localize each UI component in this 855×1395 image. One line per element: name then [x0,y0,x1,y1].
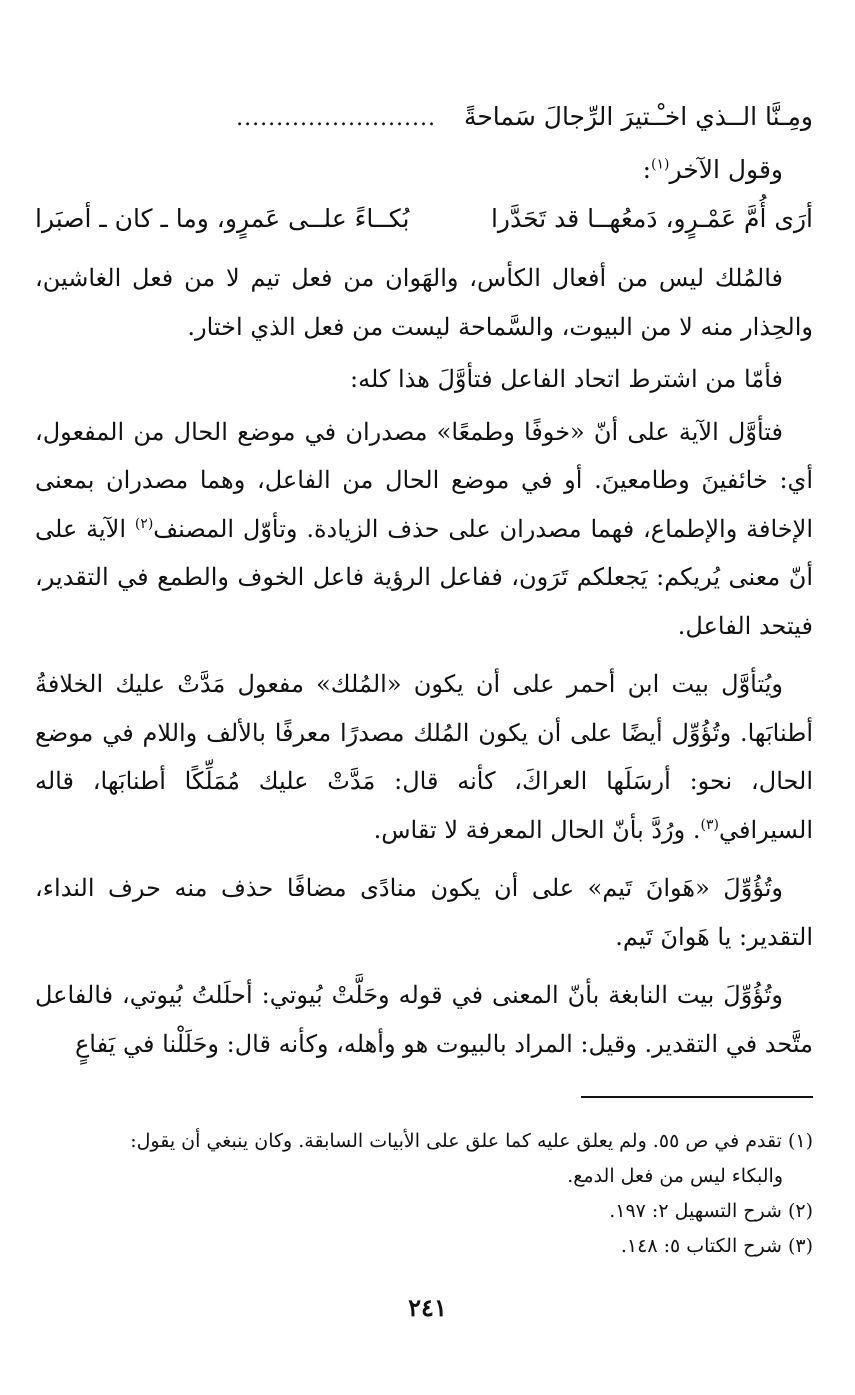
footnote-1-text: تقدم في ص ٥٥. ولم يعلق عليه كما علق على الأبيات السابقة. وكان ينبغي أن يقول: [130,1130,782,1152]
paragraph-3-part-1: فتأوَّل الآية على أنّ «خوفًا وطمعًا» مصدران في موضع الحال من المفعول، أي: خائفينَ وطامعينَ. أو في موضع الحال من الفاعل، وهما مصدران بمعنى الإخافة والإطماع، فهما مصدران على حذف الزيادة. وتأوّل المصنف [35,417,813,543]
verse-line-1 [35,92,813,144]
footnote-1-number: (١) [787,1130,813,1152]
paragraph-4-part-2: . ورُدَّ بأنّ الحال المعرفة لا تقاس. [373,815,701,844]
verse-line-2 [35,194,813,244]
paragraph-4 [35,660,813,854]
paragraph-1: فالمُلك ليس من أفعال الكأس، والهَوان من فعل تيم لا من فعل الغاشين، والحِذار منه لا من البيوت، والسَّماحة ليست من فعل الذي اختار. [35,264,813,341]
paragraph-3 [35,408,813,651]
verse-1-hemistich-right: ومِـنَّا الــذي اخـْـتيرَ الرِّجالَ سَماحةً [463,102,813,131]
verse-2-hemistich-left: بُكــاءً علــى عَمرٍو، وما ـ كان ـ أصبَرا [35,204,410,233]
footnote-separator [581,1096,813,1098]
verse-2-hemistich-right: أرَى أُمَّ عَمْـرٍو، دَمعُهــا قد تَحَدَّرا [490,204,813,233]
footnote-3 [35,1229,813,1264]
paragraph-5: وتُؤُوِّلَ «هَوانَ تَيم» على أن يكون منادًى مضافًا حذف منه حرف النداء، التقدير: يا هَوانَ تَيم. [35,874,813,951]
main-text [35,92,813,1068]
footnote-ref-1[interactable]: (١) [651,156,670,173]
paragraph-4-part-1: ويُتأوَّل بيت ابن أحمر على أن يكون «المُلك» مفعول مَدَّتْ عليك الخلافةُ أطنابَها. وتُؤُوِّل أيضًا على أن يكون المُلك مصدرًا معرفًا بالألف واللام في موضع الحال، نحو: أرسَلَها العراكَ، كأنه قال: مَدَّتْ عليك مُمَلِّكًا أطنابَها، قاله السيرافي [35,670,813,844]
footnote-1-continuation: والبكاء ليس من فعل الدمع. [567,1165,783,1187]
footnote-3-text: شرح الكتاب ٥: ١٤٨. [620,1235,782,1257]
footnote-ref-2[interactable]: (٢) [134,515,154,532]
paragraph-2: فأمّا من اشترط اتحاد الفاعل فتأوَّلَ هذا كله: [349,365,783,393]
footnote-3-number: (٣) [787,1235,813,1257]
paragraph-6: وتُؤُوِّلَ بيت النابغة بأنّ المعنى في قوله وحَلَّتْ بُيوتي: أحلَلتُ بُيوتي، فالفاعل متَّحد في التقدير. وقيل: المراد بالبيوت هو وأهله، وكأنه قال: وحَلَلْنا في يَفاعٍ [35,981,813,1058]
footnotes [35,1124,813,1264]
footnote-ref-3[interactable]: (٣) [700,816,719,833]
verse-2-intro-colon: : [642,155,652,184]
paragraph-3-part-2: الآية على أنّ معنى يُريكم: يَجعلكم تَرَون، ففاعل الرؤية فاعل الخوف والطمع في التقدير، فيتحد الفاعل. [35,514,813,640]
verse-2-intro-text: وقول الآخر [669,155,783,184]
page-number: ٢٤١ [408,1293,447,1322]
footnote-2-text: شرح التسهيل ٢: ١٩٧. [609,1200,782,1222]
footnote-2-number: (٢) [787,1200,813,1222]
verse-1-ellipsis: ......................... [236,106,436,131]
verse-2-intro [35,146,813,194]
footnote-1 [35,1124,813,1194]
footnote-2 [35,1194,813,1229]
